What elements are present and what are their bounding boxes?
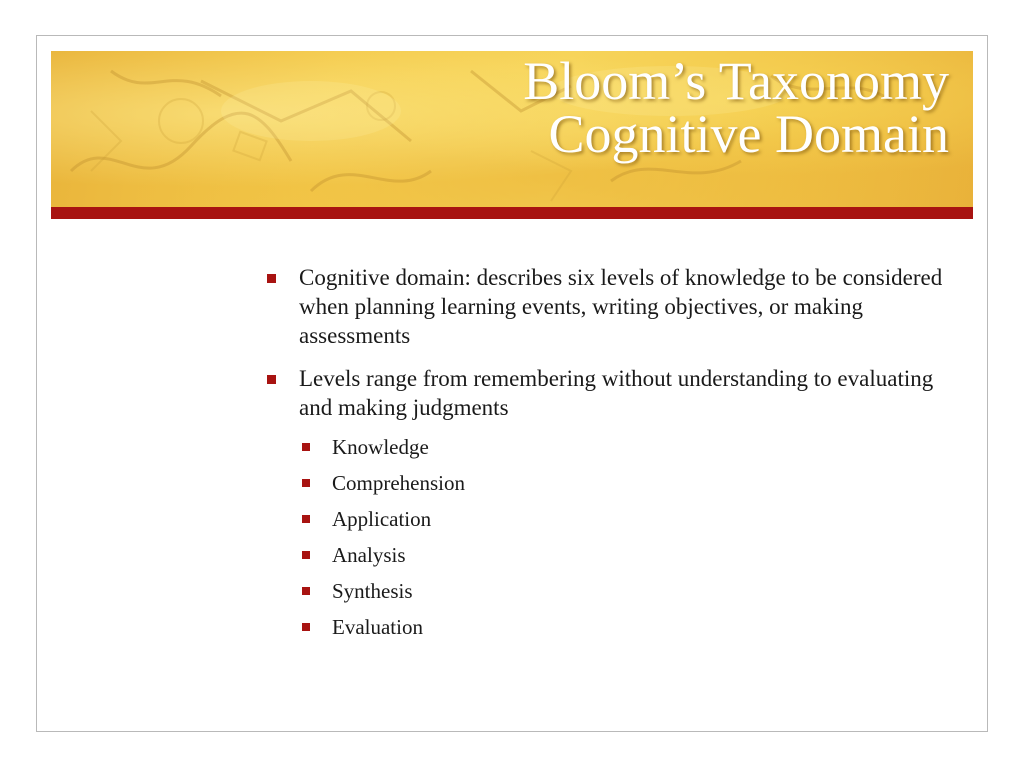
sub-bullet-item (299, 429, 956, 465)
slide-title-line-1: Bloom’s Taxonomy (523, 51, 949, 111)
title-underline-bar (51, 207, 973, 219)
square-bullet-icon (302, 443, 310, 451)
sub-bullet-item (299, 501, 956, 537)
slide-title-line-2: Cognitive Domain (548, 104, 949, 164)
sub-bullet-item (299, 573, 956, 609)
sub-bullet-text: Evaluation (332, 615, 423, 639)
square-bullet-icon (302, 587, 310, 595)
bullet-text: Cognitive domain: describes six levels of knowledge to be considered when planning learning events, writing objectives, or making assessments (299, 265, 943, 348)
sub-bullet-text: Application (332, 507, 432, 531)
slide-body (266, 263, 956, 659)
bullet-item (266, 263, 956, 350)
sub-bullet-list (299, 429, 956, 645)
sub-bullet-text: Knowledge (332, 435, 429, 459)
title-banner (51, 51, 973, 208)
sub-bullet-text: Synthesis (332, 579, 413, 603)
sub-bullet-text: Analysis (332, 543, 406, 567)
sub-bullet-item (299, 609, 956, 645)
bullet-text: Levels range from remembering without understanding to evaluating and making judgments (299, 366, 934, 420)
square-bullet-icon (302, 623, 310, 631)
bullet-list (266, 263, 956, 645)
square-bullet-icon (302, 515, 310, 523)
slide-title (523, 51, 949, 164)
square-bullet-icon (267, 375, 276, 384)
square-bullet-icon (302, 479, 310, 487)
square-bullet-icon (302, 551, 310, 559)
square-bullet-icon (267, 274, 276, 283)
sub-bullet-text: Comprehension (332, 471, 465, 495)
sub-bullet-item (299, 537, 956, 573)
sub-bullet-item (299, 465, 956, 501)
bullet-item (266, 364, 956, 645)
